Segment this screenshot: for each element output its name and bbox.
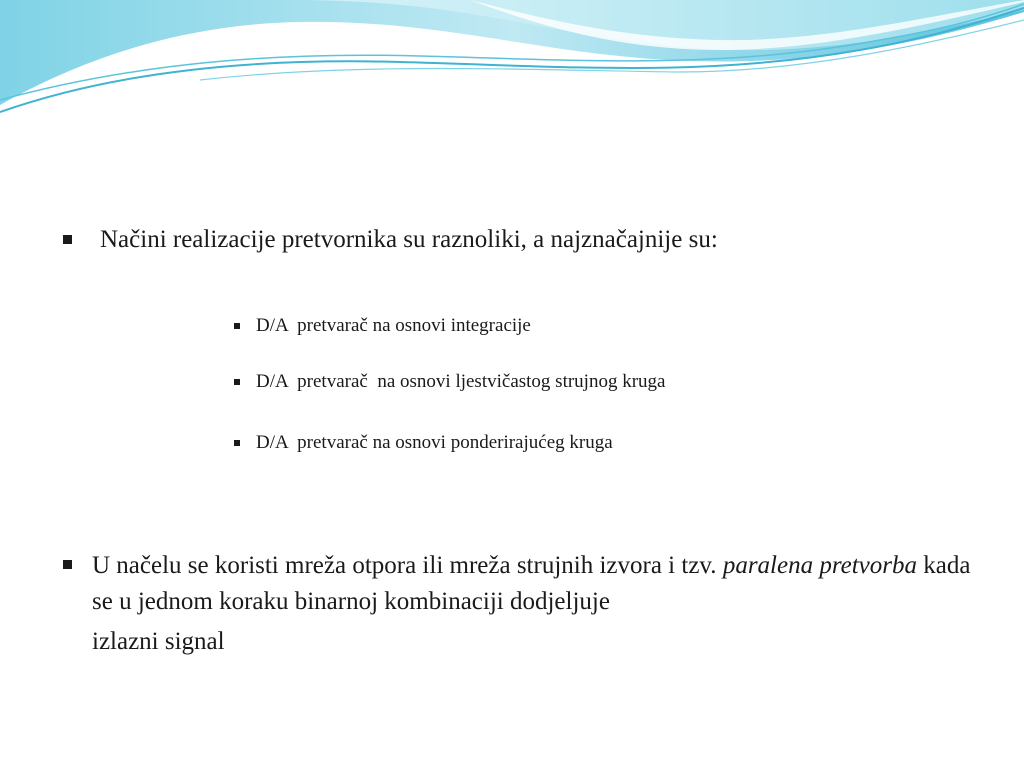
main-bullet-2-part3: izlazni signal [92, 628, 225, 655]
main-bullet-2-text [92, 548, 972, 660]
square-bullet-icon [234, 379, 240, 385]
main-bullet-1 [63, 224, 963, 256]
square-bullet-icon [63, 235, 72, 244]
sub-bullet-2-text: D/A pretvarač na osnovi ljestvičastog strujnog kruga [256, 371, 666, 392]
main-bullet-2-italic-2: pretvorba [819, 552, 918, 579]
square-bullet-icon [234, 440, 240, 446]
main-bullet-2 [63, 548, 973, 660]
main-bullet-2-part2: kada se u jednom koraku binarnoj kombinaciji dodjeljuje [92, 552, 971, 615]
sub-bullet-3-text: D/A pretvarač na osnovi ponderirajućeg kruga [256, 432, 613, 453]
sub-bullet-3 [234, 431, 934, 455]
header-wave-decoration [0, 0, 1024, 120]
main-bullet-2-italic-1: paralena [722, 552, 814, 579]
square-bullet-icon [63, 560, 72, 569]
sub-bullet-1-text: D/A pretvarač na osnovi integracije [256, 315, 531, 336]
sub-bullet-1 [234, 314, 934, 338]
main-bullet-1-text: Načini realizacije pretvornika su raznoliki, a najznačajnije su: [100, 226, 718, 253]
sub-bullet-2 [234, 370, 934, 394]
square-bullet-icon [234, 323, 240, 329]
main-bullet-2-part1: U načelu se koristi mreža otpora ili mreža strujnih izvora i tzv. [92, 552, 723, 579]
